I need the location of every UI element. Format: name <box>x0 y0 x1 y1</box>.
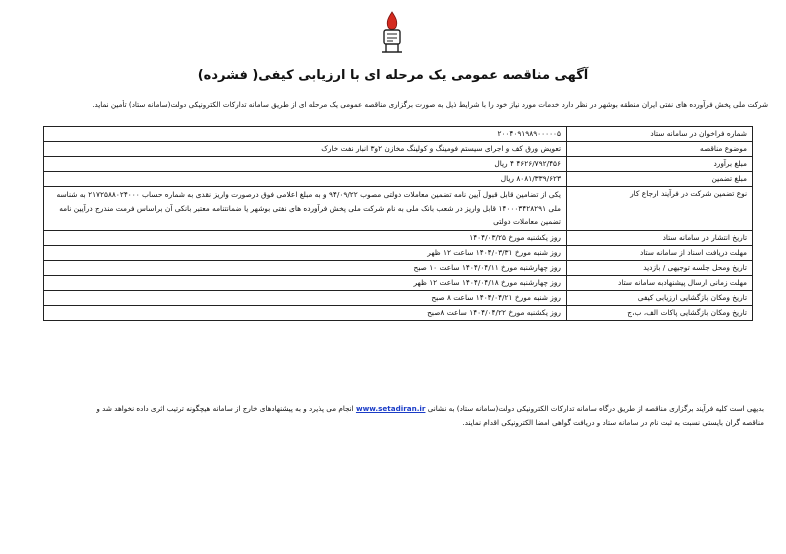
table-row <box>44 157 753 172</box>
row-label: تاریخ ومکان بازگشایی پاکات الف، ب،ج <box>567 305 753 320</box>
row-value: روز چهارشنبه مورخ ۱۴۰۴/۰۴/۱۱ ساعت ۱۰ صبح <box>44 260 567 275</box>
row-label: مبلغ برآورد <box>567 157 753 172</box>
row-value: روز چهارشنبه مورخ ۱۴۰۴/۰۴/۱۸ ساعت ۱۲ ظهر <box>44 275 567 290</box>
row-value: تعویض ورق کف و اجرای سیستم فومینگ و کولینگ مخازن ۲و۳ انبار نفت خارک <box>44 142 567 157</box>
row-label: نوع تضمین شرکت در فرآیند ارجاع کار <box>567 187 753 231</box>
table-row <box>44 245 753 260</box>
company-logo <box>374 10 410 56</box>
row-value: ۴۶۲۶/۷۹۲/۴۵۶ ۴ ریال <box>44 157 567 172</box>
table-row <box>44 187 753 231</box>
row-value: ۲۰۰۴۰۹۱۹۸۹۰۰۰۰۰۵ <box>44 127 567 142</box>
footer-line-2: مناقصه گران بایستی نسبت به ثبت نام در سامانه ستاد و دریافت گواهی امضا الکترونیکی اقدام نمایند. <box>462 418 764 427</box>
setadiran-link[interactable]: www.setadiran.ir <box>355 404 426 413</box>
row-value: ۸۰۸۱/۳۳۹/۶۲۳ ریال <box>44 172 567 187</box>
table-row <box>44 230 753 245</box>
table-row <box>44 275 753 290</box>
intro-paragraph: شرکت ملی پخش فرآورده های نفتی ایران منطقه بوشهر در نظر دارد خدمات مورد نیاز خود را با شرایط ذیل به صورت برگزاری مناقصه عمومی یک مرحله ای از طریق سامانه تدارکات الکترونیکی دولت(سامانه ستاد) تأمین نماید. <box>92 100 768 109</box>
table-row <box>44 172 753 187</box>
row-label: شماره فراخوان در سامانه ستاد <box>567 127 753 142</box>
row-value: روز یکشنبه مورخ ۱۴۰۴/۰۴/۲۲ ساعت ۸صبح <box>44 305 567 320</box>
footer-text-before-link: بدیهی است کلیه فرآیند برگزاری مناقصه از طریق درگاه سامانه تدارکات الکترونیکی دولت(سامانه ستاد) به نشانی <box>427 404 764 413</box>
table-row <box>44 290 753 305</box>
footer-text-after-link: انجام می پذیرد و به پیشنهادهای خارج از سامانه هیچگونه ترتیب اثری داده نخواهد شد و <box>96 404 354 413</box>
row-value: روز شنبه مورخ ۱۴۰۴/۰۴/۲۱ ساعت ۸ صبح <box>44 290 567 305</box>
row-value: یکی از تضامین قابل قبول آیین نامه تضمین معاملات دولتی مصوب ۹۴/۰۹/۲۲ و به مبلغ اعلامی فوق درصورت واریز نقدی به شماره حساب ۲۱۷۲۵۸۸۰۲۴۰۰۰ به شناسه ملی ۱۴۰۰۰۳۴۲۸۲۹۱ قابل واریز در شعب بانک ملی به نام شرکت ملی پخش فرآورده های نفتی بوشهر یا ضمانتنامه معتبر بانکی آن براساس فرمت مندرج درآیین نامه تضمین معاملات دولتی <box>44 187 567 231</box>
tender-info-table <box>43 126 753 321</box>
table-row <box>44 305 753 320</box>
table-row <box>44 142 753 157</box>
row-label: تاریخ ومحل جلسه توجیهی / بازدید <box>567 260 753 275</box>
page-title: آگهی مناقصه عمومی یک مرحله ای با ارزیابی کیفی( فشرده) <box>197 68 589 83</box>
row-label: تاریخ انتشار در سامانه ستاد <box>567 230 753 245</box>
row-label: مبلغ تضمین <box>567 172 753 187</box>
row-label: موضوع مناقصه <box>567 142 753 157</box>
row-label: مهلت دریافت اسناد از سامانه ستاد <box>567 245 753 260</box>
row-label: تاریخ ومکان بازگشایی ارزیابی کیفی <box>567 290 753 305</box>
table-row <box>44 127 753 142</box>
row-value: روز یکشنبه مورخ ۱۴۰۴/۰۳/۲۵ <box>44 230 567 245</box>
footer-note <box>38 402 764 430</box>
row-value: روز شنبه مورخ ۱۴۰۴/۰۳/۳۱ ساعت ۱۲ ظهر <box>44 245 567 260</box>
row-label: مهلت زمانی ارسال پیشنهادبه سامانه ستاد <box>567 275 753 290</box>
table-row <box>44 260 753 275</box>
